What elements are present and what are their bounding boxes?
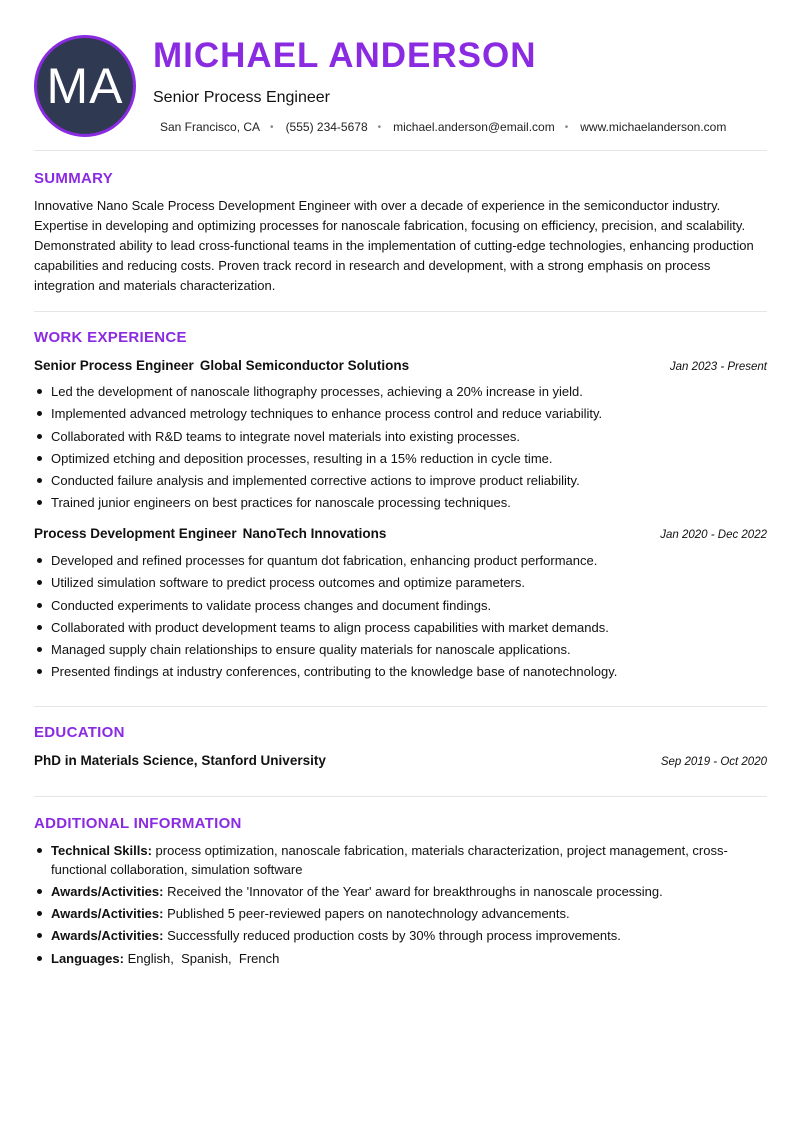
contact-email[interactable]: michael.anderson@email.com [393, 120, 555, 134]
education-heading: EDUCATION [34, 724, 125, 741]
additional-heading: ADDITIONAL INFORMATION [34, 815, 242, 832]
info-label: Awards/Activities: [51, 906, 164, 921]
job-dates: Jan 2023 - Present [669, 361, 767, 373]
list-item [34, 926, 767, 945]
list-item: Utilized simulation software to predict process outcomes and optimize parameters. [34, 574, 767, 591]
info-text: Published 5 peer-reviewed papers on nanotechnology advancements. [167, 906, 570, 921]
job-company: Global Semiconductor Solutions [199, 358, 410, 373]
summary-text: Innovative Nano Scale Process Development Engineer with over a decade of experience in the semiconductor industry. Expertise in developing and optimizing processes for nanoscale fabrication, focusing on efficiency, precision, and scalability. Demonstrated ability to lead cross-functional teams in the implementation of cutting-edge technologies, enhancing production capabilities and reducing costs. Proven track record in research and development, with a strong emphasis on process integration and materials characterization. [34, 198, 754, 293]
experience-heading: WORK EXPERIENCE [34, 329, 187, 346]
job-bullet-list [34, 383, 767, 517]
job-title [34, 526, 386, 541]
job-bullet-list [34, 552, 767, 686]
contact-row [160, 120, 726, 134]
divider [34, 706, 767, 707]
bullet-separator-icon: • [564, 121, 569, 133]
summary-heading: SUMMARY [34, 170, 114, 187]
list-item [34, 841, 767, 879]
job-header [34, 526, 767, 541]
contact-website[interactable]: www.michaelanderson.com [580, 120, 727, 134]
list-item: Trained junior engineers on best practices for nanoscale processing techniques. [34, 494, 767, 511]
list-item [34, 949, 767, 968]
info-text: English, Spanish, French [127, 951, 280, 966]
job-header [34, 358, 767, 373]
divider [34, 311, 767, 312]
education-degree: PhD in Materials Science, Stanford University [34, 753, 326, 768]
additional-list [34, 841, 767, 971]
avatar-initials: MA [46, 58, 124, 114]
info-label: Awards/Activities: [51, 928, 164, 943]
list-item: Conducted failure analysis and implemented corrective actions to improve product reliability. [34, 472, 767, 489]
job-title [34, 358, 409, 373]
info-text: Received the 'Innovator of the Year' award for breakthroughs in nanoscale processing. [167, 884, 663, 899]
candidate-name: MICHAEL ANDERSON [153, 36, 537, 75]
list-item: Collaborated with R&D teams to integrate novel materials into existing processes. [34, 428, 767, 445]
list-item [34, 904, 767, 923]
list-item: Led the development of nanoscale lithography processes, achieving a 20% increase in yield. [34, 383, 767, 400]
info-label: Languages: [51, 951, 124, 966]
divider [34, 796, 767, 797]
list-item [34, 882, 767, 901]
job-position: Process Development Engineer [34, 526, 237, 541]
list-item: Conducted experiments to validate process changes and document findings. [34, 597, 767, 614]
list-item: Presented findings at industry conferences, contributing to the knowledge base of nanotechnology. [34, 663, 767, 680]
info-text: Successfully reduced production costs by 30% through process improvements. [167, 928, 621, 943]
education-dates: Sep 2019 - Oct 2020 [660, 756, 767, 768]
candidate-role: Senior Process Engineer [153, 89, 330, 106]
job-dates: Jan 2020 - Dec 2022 [660, 529, 767, 541]
avatar [34, 35, 136, 137]
contact-phone: (555) 234-5678 [285, 120, 368, 134]
contact-location: San Francisco, CA [160, 120, 261, 134]
bullet-separator-icon: • [377, 121, 382, 133]
list-item: Managed supply chain relationships to ensure quality materials for nanoscale applications. [34, 641, 767, 658]
list-item: Developed and refined processes for quantum dot fabrication, enhancing product performance. [34, 552, 767, 569]
job-position: Senior Process Engineer [34, 358, 194, 373]
info-text: process optimization, nanoscale fabrication, materials characterization, project management, cross-functional collaboration, simulation software [51, 843, 728, 877]
info-label: Technical Skills: [51, 843, 152, 858]
list-item: Implemented advanced metrology techniques to enhance process control and reduce variability. [34, 405, 767, 422]
divider [34, 150, 767, 151]
info-label: Awards/Activities: [51, 884, 164, 899]
job-company: NanoTech Innovations [242, 526, 387, 541]
list-item: Collaborated with product development teams to align process capabilities with market demands. [34, 619, 767, 636]
bullet-separator-icon: • [270, 121, 274, 133]
education-entry [34, 753, 767, 768]
list-item: Optimized etching and deposition processes, resulting in a 15% reduction in cycle time. [34, 450, 767, 467]
